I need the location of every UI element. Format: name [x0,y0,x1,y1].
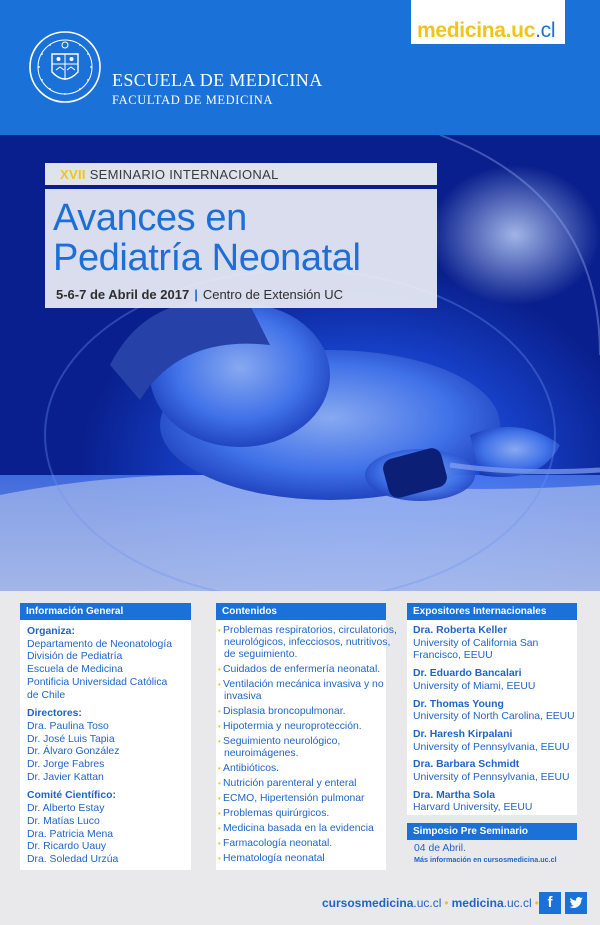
speaker-name: Dra. Barbara Schmidt [413,759,520,771]
school-name: ESCUELA DE MEDICINA [112,70,323,90]
speakers-list [413,625,577,820]
speaker-item [413,790,577,815]
speaker-item [413,699,577,724]
event-date-venue [56,287,343,302]
content-item: • Problemas quirúrgicos. [218,808,403,820]
comite-member: Dr. Alberto Estay [27,803,105,815]
event-venue: Centro de Extensión UC [202,287,344,302]
directores-label: Directores: [27,708,82,720]
content-item: • Seguimiento neurológico, neuroimágenes. [218,736,403,760]
speaker-name: Dr. Haresh Kirpalani [413,728,513,740]
speakers-heading: Expositores Internacionales [407,603,577,620]
content-item: • Hematología neonatal [218,853,403,865]
speaker-item [413,625,577,663]
speaker-affiliation: University of North Carolina, EEUU [413,711,575,723]
content-item: • Antibióticos. [218,763,403,775]
director-name: Dra. Paulina Toso [27,720,109,732]
site-url-domain: medicina.uc [417,19,536,42]
speaker-name: Dra. Roberta Keller [413,625,508,636]
contents-list [218,625,403,867]
speaker-item [413,668,577,693]
organiza-line: de Chile [27,689,66,701]
organiza-line: División de Pediatría [27,651,123,663]
cursos-link-bold: cursosmedicina [322,896,414,910]
director-name: Dr. Javier Kattan [27,771,104,783]
content-item: • Nutrición parenteral y enteral [218,778,403,790]
medicina-link[interactable] [452,896,532,910]
school-title [112,70,323,108]
content-item: • ECMO, Hipertensión pulmonar [218,793,403,805]
date-separator: | [194,287,198,302]
event-title-line1: Avances en [53,197,247,239]
header-banner [0,0,600,135]
speaker-affiliation: University of California San Francisco, EEUU [413,637,539,662]
contents-heading: Contenidos [216,603,386,620]
general-info-text [27,626,172,867]
university-seal-icon [28,30,102,104]
twitter-bird-icon [565,892,587,914]
symposium-date: 04 de Abril. [414,843,466,854]
speaker-affiliation: University of Pennsylvania, EEUU [413,741,570,753]
director-name: Dr. José Luis Tapia [27,733,115,745]
organiza-line: Escuela de Medicina [27,664,123,676]
content-item: • Displasia broncopulmonar. [218,706,403,718]
speaker-name: Dr. Thomas Young [413,698,504,710]
director-name: Dr. Álvaro González [27,746,120,758]
cursos-link[interactable] [322,896,441,910]
faculty-name: FACULTAD DE MEDICINA [112,93,273,107]
edition-number: XVII [60,167,86,182]
speaker-name: Dra. Martha Sola [413,789,495,801]
content-item: • Medicina basada en la evidencia [218,823,403,835]
event-dates: 5-6-7 de Abril de 2017 [56,287,190,302]
footer-bullet: • [534,896,539,910]
general-info-heading: Información General [20,603,191,620]
seminar-kicker [45,163,437,185]
symposium-more-info[interactable]: Más información en cursosmedicina.uc.cl [414,855,557,864]
site-url[interactable] [417,19,555,43]
speaker-affiliation: University of Miami, EEUU [413,680,536,692]
event-title-box [45,189,437,308]
event-title-line2: Pediatría Neonatal [53,237,361,279]
content-item: • Hipotermia y neuroprotección. [218,721,403,733]
content-item: • Cuidados de enfermería neonatal. [218,664,403,676]
cursos-link-rest: .uc.cl [413,896,442,910]
content-item: • Farmacología neonatal. [218,838,403,850]
content-item: • Problemas respiratorios, circulatorios, neurológicos, infecciosos, nutritivos, de seguimiento. [218,625,403,662]
twitter-icon[interactable] [565,892,587,914]
organiza-line: Departamento de Neonatología [27,638,172,650]
symposium-heading: Simposio Pre Seminario [407,823,577,840]
medicina-link-bold: medicina [451,896,504,910]
footer-links [322,896,542,910]
comite-label: Comité Científico: [27,790,116,802]
speaker-item [413,759,577,784]
speaker-affiliation: Harvard University, EEUU [413,802,533,814]
comite-member: Dra. Soledad Urzúa [27,853,119,865]
speaker-affiliation: University of Pennsylvania, EEUU [413,772,570,784]
organiza-line: Pontificia Universidad Católica [27,676,168,688]
facebook-icon[interactable]: f [539,892,561,914]
footer-bullet: • [444,896,449,910]
comite-member: Dr. Matías Luco [27,815,100,827]
comite-member: Dr. Ricardo Uauy [27,841,107,853]
comite-member: Dra. Patricia Mena [27,828,114,840]
content-item: • Ventilación mecánica invasiva y no invasiva [218,679,403,703]
director-name: Dr. Jorge Fabres [27,759,105,771]
seminar-series: SEMINARIO INTERNACIONAL [89,167,279,182]
medicina-link-rest: .uc.cl [503,896,532,910]
site-url-box[interactable] [411,0,565,44]
speaker-item [413,729,577,754]
speaker-name: Dr. Eduardo Bancalari [413,668,522,680]
organiza-label: Organiza: [27,626,75,637]
site-url-tld: .cl [535,19,556,42]
